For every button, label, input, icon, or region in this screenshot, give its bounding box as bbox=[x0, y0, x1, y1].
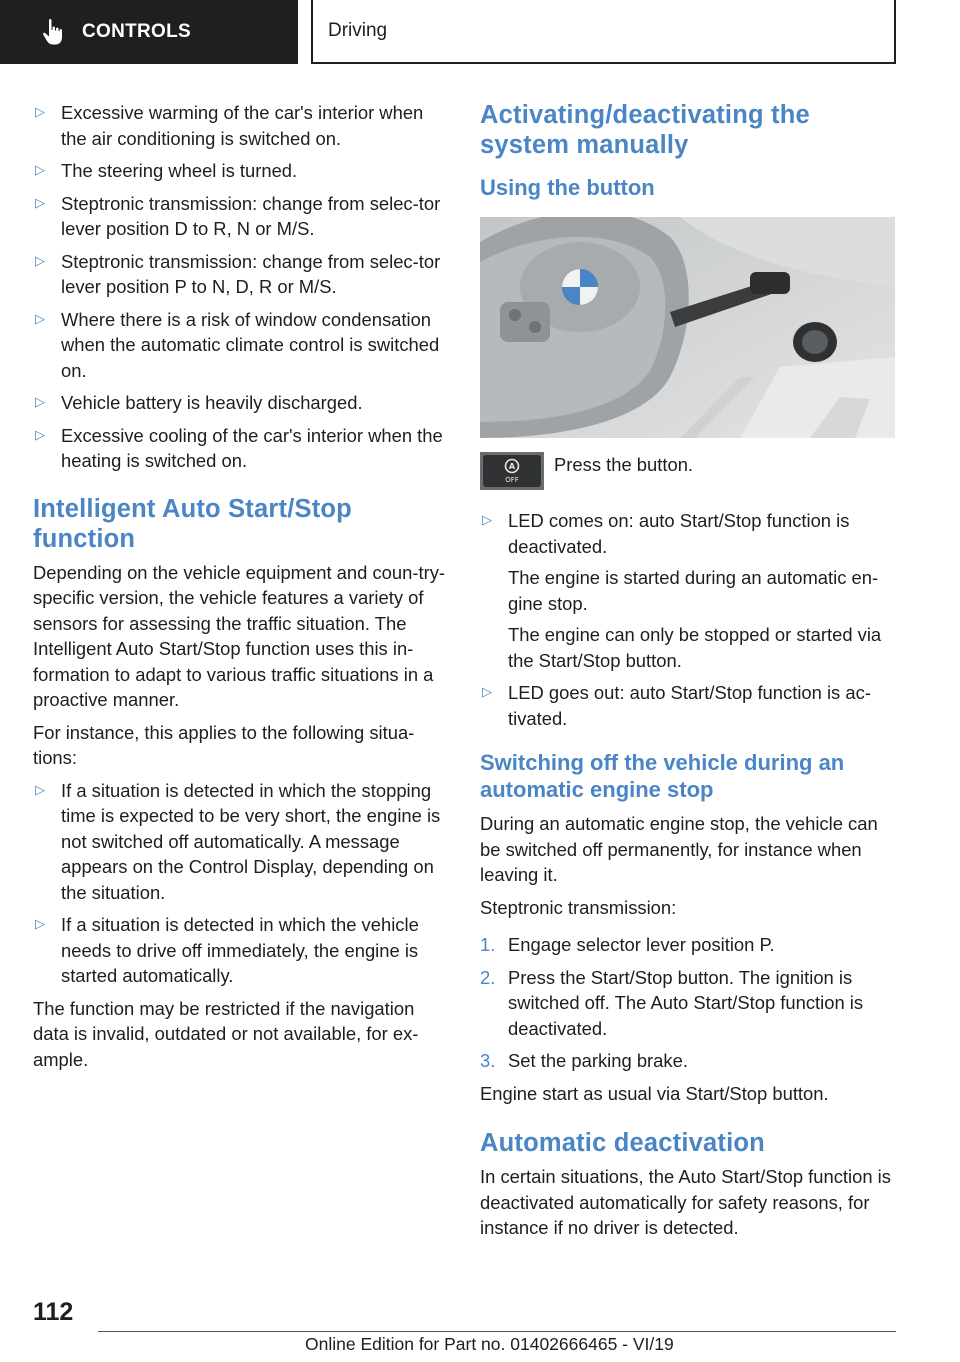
hand-pointer-icon bbox=[42, 18, 64, 46]
triangle-bullet-icon: ▷ bbox=[35, 916, 45, 931]
section-title: CONTROLS bbox=[82, 21, 192, 42]
list-item: ▷ If a situation is detected in which the stopping time is expected to be very short, the engine is not switched off automatically. A message appears on the Control Display, depending on the situation. bbox=[35, 779, 441, 903]
paragraph: For instance, this applies to the following situa‐tions: bbox=[33, 721, 415, 768]
triangle-bullet-icon: ▷ bbox=[35, 104, 45, 119]
list-item: 2. Press the Start/Stop button. The ignition is switched off. The Auto Start/Stop function is deactivated. bbox=[480, 966, 864, 1039]
section-tab bbox=[0, 0, 298, 64]
list-item: ▷ LED goes out: auto Start/Stop function is ac‐tivated. bbox=[482, 682, 871, 729]
left-column bbox=[33, 100, 449, 1079]
section-heading-activating-deactivating: Activating/deactivating the system manually bbox=[480, 101, 810, 159]
chapter-title: Driving bbox=[311, 0, 896, 64]
triangle-bullet-icon: ▷ bbox=[35, 426, 45, 442]
auto-start-stop-button-icon bbox=[480, 452, 544, 490]
list-item: ▷ Excessive warming of the car's interior when the air conditioning is switched on. bbox=[35, 102, 424, 149]
triangle-bullet-icon: ▷ bbox=[35, 252, 45, 268]
list-item: 1. Engage selector lever position P. bbox=[480, 934, 775, 955]
list-item: ▷ Steptronic transmission: change from selec‐tor lever position D to R, N or M/S. bbox=[35, 192, 441, 239]
section-heading-intelligent-auto-start-stop: Intelligent Auto Start/Stop function bbox=[33, 494, 352, 553]
right-column bbox=[480, 100, 896, 1248]
list-item: ▷ The steering wheel is turned. bbox=[35, 160, 298, 181]
edition-note: Online Edition for Part no. 01402666465 - VI/19 bbox=[305, 1334, 674, 1354]
footer-divider bbox=[98, 1331, 896, 1332]
triangle-bullet-icon: ▷ bbox=[35, 162, 45, 177]
paragraph: Depending on the vehicle equipment and coun‐try-specific version, the vehicle features a variety of sensors for assessing the traffic situation. The Intelligent Auto Start/Stop function uses this in‐formation to adapt to various traffic situations in a proactive manner. bbox=[33, 561, 446, 710]
paragraph: Steptronic transmission: bbox=[480, 896, 677, 918]
button-instruction-row bbox=[480, 452, 896, 490]
page-number: 112 bbox=[33, 1298, 74, 1326]
press-button-caption: Press the button. bbox=[554, 454, 694, 475]
paragraph: During an automatic engine stop, the vehicle can be switched off permanently, for instance when leaving it. bbox=[480, 813, 878, 885]
list-item: ▷ LED comes on: auto Start/Stop function is deactivated. The engine is started during an automatic en‐gine stop. The engine can only be stopped or started via the Start/Stop button. bbox=[482, 510, 882, 671]
paragraph: Engine start as usual via Start/Stop button. bbox=[480, 1082, 829, 1104]
subheading-switching-off-vehicle: Switching off the vehicle during an automatic engine stop bbox=[480, 750, 845, 802]
paragraph: In certain situations, the Auto Start/Stop function is deactivated automatically for safety reasons, for instance if no driver is detected. bbox=[480, 1166, 891, 1238]
triangle-bullet-icon: ▷ bbox=[482, 512, 492, 527]
svg-text:A: A bbox=[508, 462, 516, 471]
list-item: ▷ Steptronic transmission: change from selec‐tor lever position P to N, D, R or M/S. bbox=[35, 250, 441, 297]
triangle-bullet-icon: ▷ bbox=[482, 684, 492, 699]
triangle-bullet-icon: ▷ bbox=[35, 394, 45, 409]
conditions-list bbox=[33, 100, 449, 474]
section-heading-automatic-deactivation: Automatic deactivation bbox=[480, 1129, 765, 1157]
triangle-bullet-icon: ▷ bbox=[35, 310, 45, 326]
list-item: 3. Set the parking brake. bbox=[480, 1050, 688, 1071]
led-status-list bbox=[480, 508, 896, 731]
list-item: ▷ Where there is a risk of window condensation when the automatic climate control is switched on. bbox=[35, 308, 440, 381]
triangle-bullet-icon: ▷ bbox=[35, 781, 45, 797]
list-item: ▷ Excessive cooling of the car's interior when the heating is switched on. bbox=[35, 424, 443, 471]
situations-list bbox=[33, 778, 449, 989]
steering-wheel-illustration bbox=[480, 217, 895, 438]
steps-list bbox=[480, 932, 896, 1074]
svg-text:OFF: OFF bbox=[505, 476, 519, 484]
list-item: ▷ If a situation is detected in which the vehicle needs to drive off immediately, the engine is started automatically. bbox=[35, 914, 419, 986]
subheading-using-the-button: Using the button bbox=[480, 175, 655, 200]
list-item: ▷ Vehicle battery is heavily discharged. bbox=[35, 392, 363, 413]
paragraph: The function may be restricted if the navigation data is invalid, outdated or not available, for ex‐ample. bbox=[33, 997, 419, 1070]
triangle-bullet-icon: ▷ bbox=[35, 194, 45, 210]
